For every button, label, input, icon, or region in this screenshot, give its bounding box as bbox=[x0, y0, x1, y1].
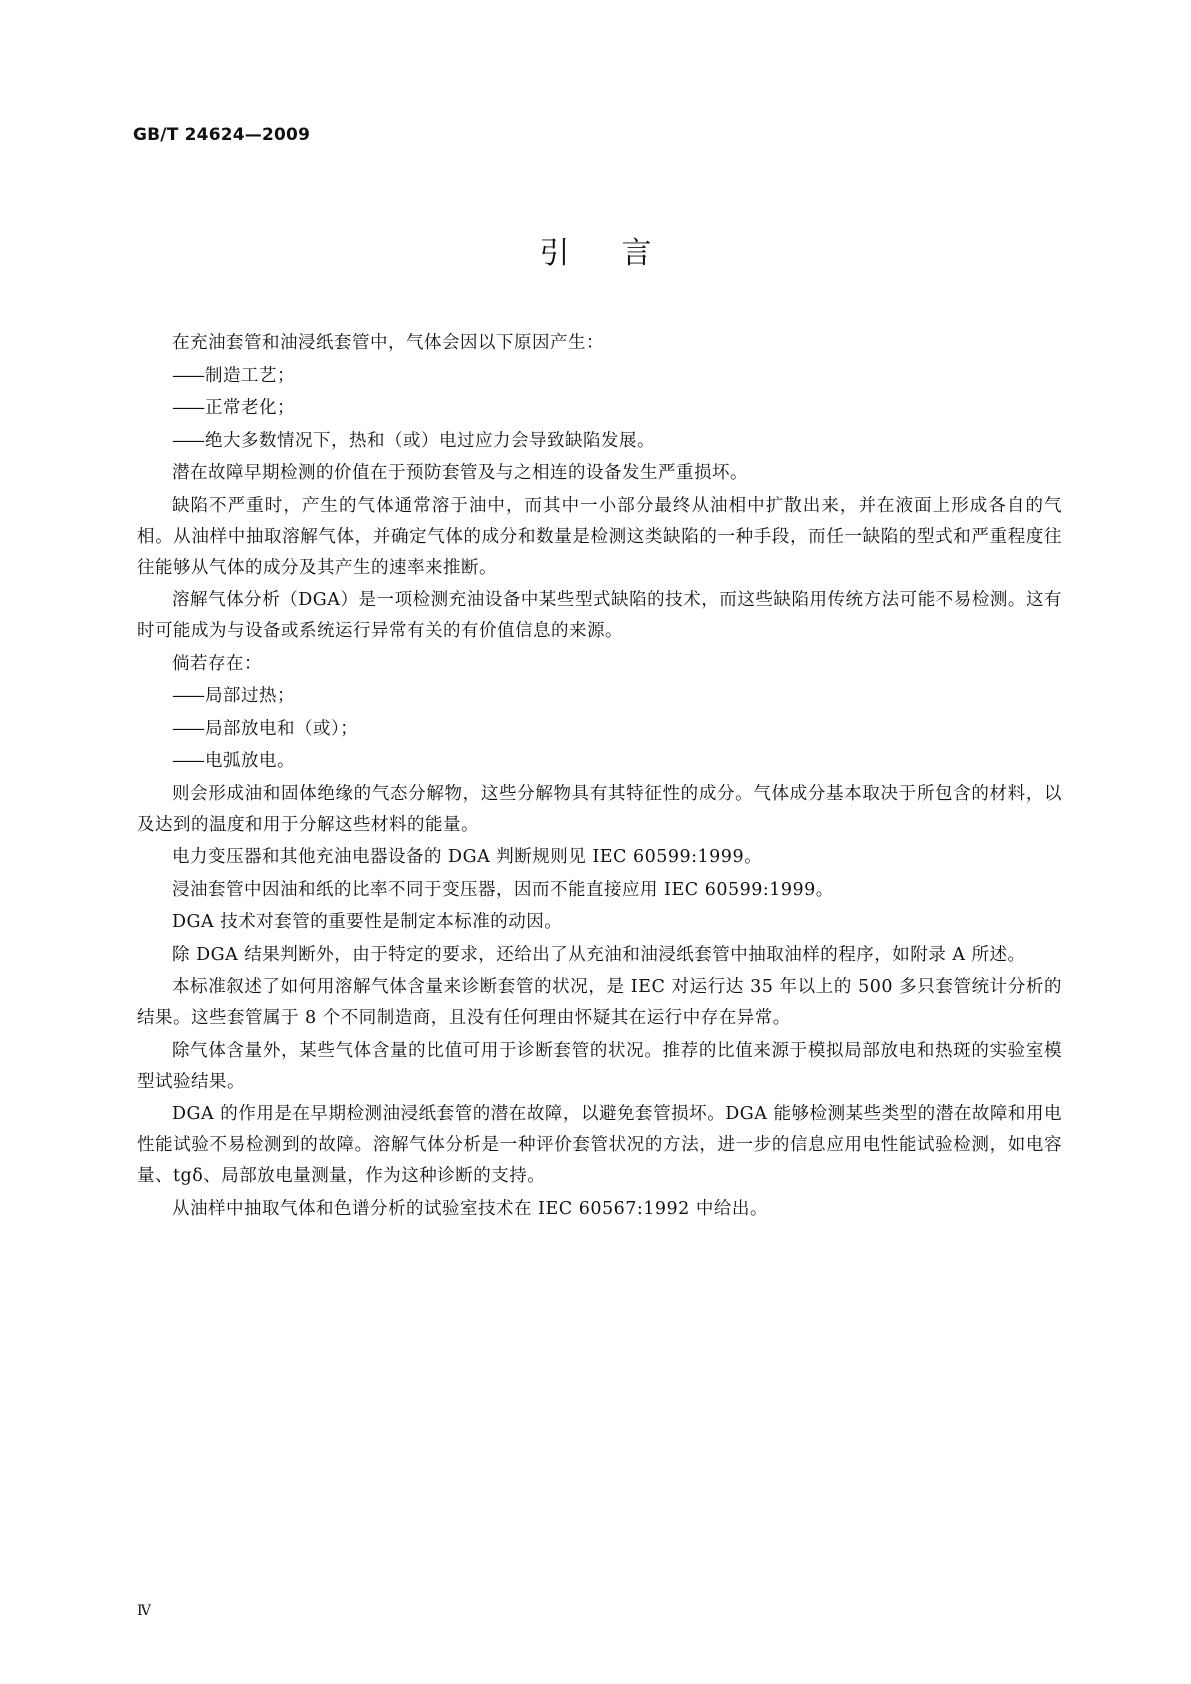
list-dash: —— bbox=[172, 398, 203, 418]
paragraph: 浸油套管中因油和纸的比率不同于变压器，因而不能直接应用 IEC 60599:1999。 bbox=[172, 879, 834, 900]
list-item-text: 绝大多数情况下，热和（或）电过应力会导致缺陷发展。 bbox=[205, 430, 655, 451]
document-body bbox=[137, 328, 1062, 1226]
list-item bbox=[137, 426, 1062, 457]
paragraph: 电力变压器和其他充油电器设备的 DGA 判断规则见 IEC 60599:1999。 bbox=[172, 847, 763, 867]
paragraph: DGA 的作用是在早期检测油浸纸套管的潜在故障，以避免套管损坏。DGA 能够检测某些类型的潜在故障和用电性能试验不易检测到的故障。溶解气体分析是一种评价套管状况的方法，进一步的信息应用电性能试验检测，如电容量、tgδ、局部放电量测量，作为这种诊断的支持。 bbox=[137, 1104, 1062, 1186]
paragraph: 溶解气体分析（DGA）是一项检测充油设备中某些型式缺陷的技术，而这些缺陷用传统方法可能不易检测。这有时可能成为与设备或系统运行异常有关的有价值信息的来源。 bbox=[137, 590, 1062, 641]
list-item bbox=[137, 361, 1062, 392]
list-item bbox=[137, 681, 1062, 712]
list-item bbox=[137, 393, 1062, 424]
paragraph: 除气体含量外，某些气体含量的比值可用于诊断套管的状况。推荐的比值来源于模拟局部放电和热斑的实验室模型试验结果。 bbox=[137, 1040, 1062, 1092]
list-item-text: 电弧放电。 bbox=[205, 751, 295, 771]
paragraph: 缺陷不严重时，产生的气体通常溶于油中，而其中一小部分最终从油相中扩散出来，并在液面上形成各自的气相。从油样中抽取溶解气体，并确定气体的成分和数量是检测这类缺陷的一种手段，而任一缺陷的型式和严重程度往往能够从气体的成分及其产生的速率来推断。 bbox=[137, 495, 1062, 578]
paragraph: 在充油套管和油浸纸套管中，气体会因以下原因产生： bbox=[172, 333, 604, 353]
paragraph: 除 DGA 结果判断外，由于特定的要求，还给出了从充油和油浸纸套管中抽取油样的程序，如附录 A 所述。 bbox=[172, 944, 1026, 965]
list-item bbox=[137, 714, 1062, 745]
standard-code: GB/T 24624—2009 bbox=[133, 125, 311, 145]
list-dash: —— bbox=[172, 751, 203, 771]
list-item-text: 制造工艺； bbox=[205, 365, 295, 386]
paragraph: 潜在故障早期检测的价值在于预防套管及与之相连的设备发生严重损坏。 bbox=[172, 463, 748, 483]
paragraph: 从油样中抽取气体和色谱分析的试验室技术在 IEC 60567:1992 中给出。 bbox=[172, 1198, 768, 1219]
list-dash: —— bbox=[172, 430, 203, 451]
list-item-text: 局部过热； bbox=[205, 686, 295, 706]
paragraph: 倘若存在： bbox=[172, 653, 262, 674]
list-item bbox=[137, 746, 1062, 777]
paragraph: 本标准叙述了如何用溶解气体含量来诊断套管的状况，是 IEC 对运行达 35 年以上的 500 多只套管统计分析的结果。这些套管属于 8 个不同制造商，且没有任何理由怀疑其在运行中存在异常。 bbox=[137, 977, 1062, 1028]
list-dash: —— bbox=[172, 718, 203, 739]
paragraph: DGA 技术对套管的重要性是制定本标准的动因。 bbox=[172, 912, 563, 932]
list-dash: —— bbox=[172, 365, 203, 386]
list-item-text: 正常老化； bbox=[205, 398, 295, 418]
paragraph: 则会形成油和固体绝缘的气态分解物，这些分解物具有其特征性的成分。气体成分基本取决于所包含的材料，以及达到的温度和用于分解这些材料的能量。 bbox=[137, 783, 1062, 835]
page-number: Ⅳ bbox=[137, 1603, 151, 1619]
page-title: 引言 bbox=[539, 236, 704, 271]
list-dash: —— bbox=[172, 686, 203, 706]
list-item-text: 局部放电和（或）； bbox=[205, 718, 359, 739]
